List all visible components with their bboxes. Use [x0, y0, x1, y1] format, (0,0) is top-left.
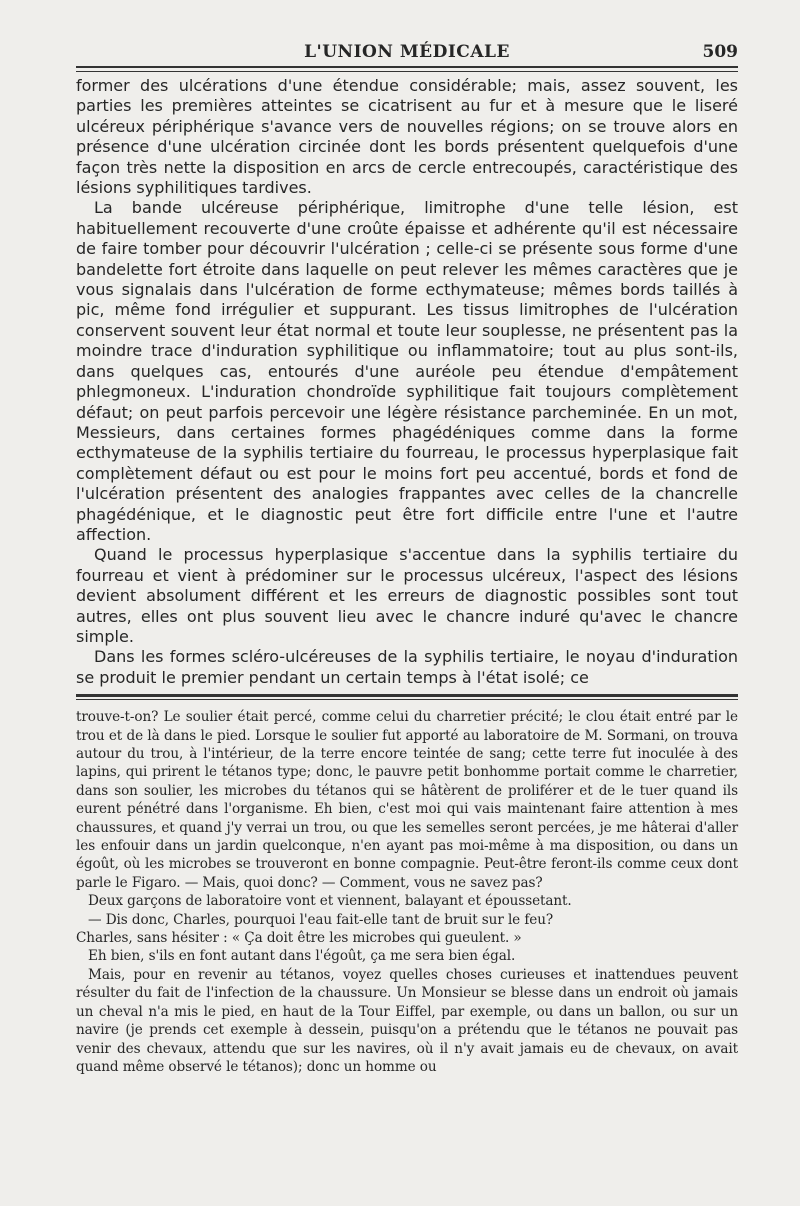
paragraph: Quand le processus hyperplasique s'accentue dans la syphilis tertiaire du fourreau et vient à prédominer sur le processus ulcéreux, l'aspect des lésions devient absolument différent et les erreurs de diagnostic possibles sont tout autres, elles ont plus souvent lieu avec le chancre induré qu'avec le chancre simple.: [76, 545, 738, 646]
page-number: 509: [702, 42, 738, 62]
footnote-separator: [76, 694, 738, 697]
header-rule-thin: [76, 71, 738, 72]
footnote-paragraph: — Dis donc, Charles, pourquoi l'eau fait-elle tant de bruit sur le feu?: [88, 911, 554, 928]
main-text: [76, 76, 738, 688]
footnote-paragraph: Eh bien, s'ils en font autant dans l'égoût, ça me sera bien égal.: [88, 948, 516, 965]
header-rule: [76, 66, 738, 68]
page-header: [76, 34, 738, 64]
paragraph: Dans les formes scléro-ulcéreuses de la syphilis tertiaire, le noyau d'induration se produit le premier pendant un certain temps à l'état isolé; ce: [76, 647, 738, 687]
running-title: L'UNION MÉDICALE: [304, 42, 510, 62]
paragraph: former des ulcérations d'une étendue considérable; mais, assez souvent, les parties les premières atteintes se cicatrisent au fur et à mesure que le liseré ulcéreux périphérique s'avance vers de nouvelles régions; on se trouve alors en présence d'une ulcération circinée dont les bords présentent quelquefois d'une façon très nette la disposition en arcs de cercle entrecoupés, caractéristique des lésions syphilitiques tardives.: [76, 76, 738, 198]
page: [76, 34, 738, 1076]
footnote-paragraph: trouve-t-on? Le soulier était percé, comme celui du charretier précité; le clou était entré par le trou et de là dans le pied. Lorsque le soulier fut apporté au laboratoire de M. Sormani, on trouva autour du trou, à l'intérieur, de la terre encore teintée de sang; cette terre fut inoculée à des lapins, qui prirent le tétanos type; donc, le pauvre petit bonhomme portait comme le charretier, dans son soulier, les microbes du tétanos qui se hâtèrent de proliférer et de le tuer quand ils eurent pénétré dans l'organisme. Eh bien, c'est moi qui vais maintenant faire attention à mes chaussures, et quand j'y verrai un trou, ou que les semelles seront percées, je me hâterai d'aller les enfouir dans un jardin quelconque, n'en ayant pas moi-même à ma disposition, ou dans un égoût, où les microbes se trouveront en bonne compagnie. Peut-être feront-ils comme ceux dont parle le Figaro. — Mais, quoi donc? — Comment, vous ne savez pas?: [76, 709, 738, 891]
footnote-paragraph: Charles, sans hésiter : « Ça doit être les microbes qui gueulent. »: [76, 930, 522, 947]
footnote-paragraph: Mais, pour en revenir au tétanos, voyez quelles choses curieuses et inattendues peuvent résulter du fait de l'infection de la chaussure. Un Monsieur se blesse dans un endroit où jamais un cheval n'a mis le pied, en haut de la Tour Eiffel, par exemple, ou dans un ballon, ou sur un navire (je prends cet exemple à dessein, puisqu'on a prétendu que le tétanos ne pouvait pas venir des chevaux, attendu que sur les navires, où il n'y avait jamais eu de chevaux, on avait quand même observé le tétanos); donc un homme ou: [76, 966, 738, 1075]
footnote-paragraph: Deux garçons de laboratoire vont et viennent, balayant et époussetant.: [88, 893, 572, 910]
paragraph: La bande ulcéreuse périphérique, limitrophe d'une telle lésion, est habituellement recouverte d'une croûte épaisse et adhérente qu'il est nécessaire de faire tomber pour découvrir l'ulcération ; celle-ci se présente sous forme d'une bandelette fort étroite dans laquelle on peut relever les mêmes caractères que je vous signalais dans l'ulcération de forme ecthymateuse; mêmes bords taillés à pic, même fond irrégulier et suppurant. Les tissus limitrophes de l'ulcération conservent souvent leur état normal et toute leur souplesse, ne présentent pas la moindre trace d'induration syphilitique ou inflammatoire; tout au plus sont-ils, dans quelques cas, entourés d'une auréole peu étendue d'empâtement phlegmoneux. L'induration chondroïde syphilitique fait toujours complètement défaut; on peut parfois percevoir une légère résistance parcheminée. En un mot, Messieurs, dans certaines formes phagédéniques comme dans la forme ecthymateuse de la syphilis tertiaire du fourreau, le processus hyperplasique fait complètement défaut ou est pour le moins fort peu accentué, bords et fond de l'ulcération présentent des analogies frappantes avec celles de la chancrelle phagédénique, et le diagnostic peut être fort difficile entre l'une et l'autre affection.: [76, 198, 738, 544]
footnote-separator-thin: [76, 699, 738, 700]
footnote-text: [76, 708, 738, 1076]
